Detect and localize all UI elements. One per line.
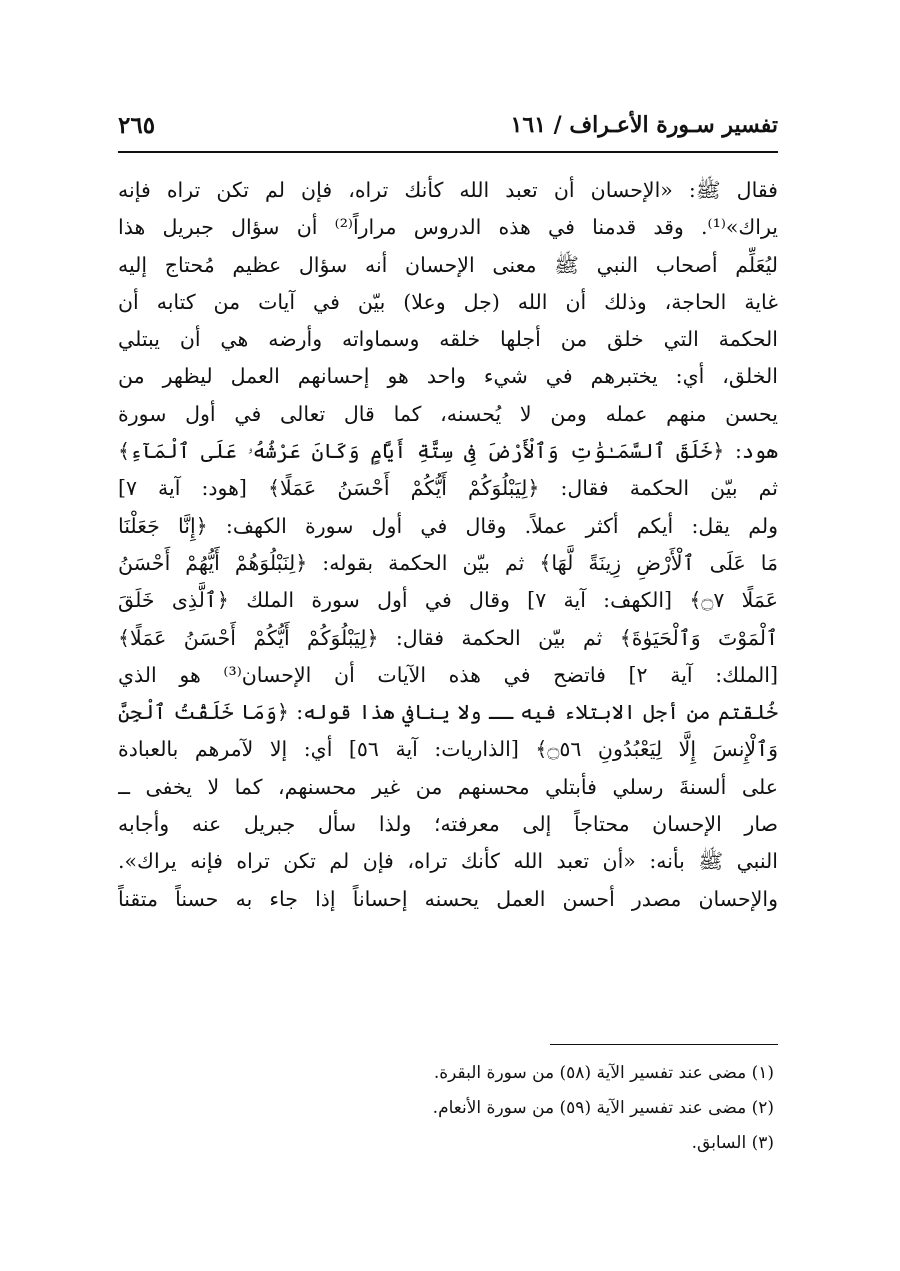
footnote: (٢) مضى عند تفسير الآية (٥٩) من سورة الأنعام. <box>432 1098 774 1118</box>
text-line: عَمَلًا ۝٧﴾ [الكهف: آية ٧] وقال في أول سورة الملك ﴿ٱلَّذِى خَلَقَ <box>118 588 778 613</box>
text-line: غاية الحاجة، وذلك أن الله (جل وعلا) بيّن في آيات من كتابه أن <box>118 289 778 314</box>
text-line: ليُعَلِّم أصحاب النبي ﷺ معنى الإحسان أنه سؤال عظيم مُحتاج إليه <box>118 252 778 277</box>
text-line: يراك»⁽¹⁾. وقد قدمنا في هذه الدروس مراراً⁽²⁾ أن سؤال جبريل هذا <box>118 215 778 240</box>
text-line: خُلقتم من أجل الابتلاء فيه ــ ولا ينافي هذا قوله: ﴿وَمَا خَلَقْتُ ٱلْجِنَّ <box>118 700 778 725</box>
text-line: صار الإحسان محتاجاً إلى معرفته؛ ولذا سأل جبريل عنه وأجابه <box>118 812 778 837</box>
footnote-rule <box>550 1044 778 1045</box>
running-header <box>118 112 778 152</box>
text-line: [الملك: آية ٢] فاتضح في هذه الآيات أن الإحسان⁽³⁾ هو الذي <box>118 662 778 687</box>
text-line: والإحسان مصدر أحسن العمل يحسنه إحساناً إذا جاء به حسناً متقناً <box>118 886 778 911</box>
text-line: على ألسنةَ رسلي فأبتلي محسنهم من غير محسنهم، كما لا يخفى ــ <box>118 774 778 799</box>
text-line: الخلق، أي: يختبرهم في شيء واحد هو إحسانهم العمل ليظهر من <box>118 364 778 389</box>
text-line: وَٱلْإِنسَ إِلَّا لِيَعْبُدُونِ ۝٥٦﴾ [الذاريات: آية ٥٦] أي: إلا لآمرهم بالعبادة <box>118 737 778 762</box>
text-line: ٱلْمَوْتَ وَٱلْحَيَوٰةَ﴾ ثم بيّن الحكمة فقال: ﴿لِيَبْلُوَكُمْ أَيُّكُمْ أَحْسَنُ عَمَلًا﴾ <box>118 625 778 650</box>
header-rule <box>118 151 778 153</box>
footnote: (٣) السابق. <box>691 1133 774 1153</box>
footnotes <box>118 1056 774 1161</box>
page-number: ٢٦٥ <box>118 112 156 139</box>
text-line: ولم يقل: أيكم أكثر عملاً. وقال في أول سورة الكهف: ﴿إِنَّا جَعَلْنَا <box>118 513 778 538</box>
header-title: تفسير سـورة الأعـراف / ١٦١ <box>510 112 778 138</box>
main-text <box>118 172 778 918</box>
text-line: مَا عَلَى ٱلْأَرْضِ زِينَةً لَّهَا﴾ ثم بيّن الحكمة بقوله: ﴿لِنَبْلُوَهُمْ أَيُّهُمْ أَحْسَنُ <box>118 550 778 575</box>
text-line: فقال ﷺ: «الإحسان أن تعبد الله كأنك تراه، فإن لم تكن تراه فإنه <box>118 178 778 202</box>
text-line: النبي ﷺ بأنه: «أن تعبد الله كأنك تراه، فإن لم تكن تراه فإنه يراك». <box>118 849 778 874</box>
footnote: (١) مضى عند تفسير الآية (٥٨) من سورة البقرة. <box>433 1063 774 1083</box>
text-line: يحسن منهم عمله ومن لا يُحسنه، كما قال تعالى في أول سورة <box>118 401 778 426</box>
text-line: هود: ﴿خَلَقَ ٱلسَّمَـٰوَٰتِ وَٱلْأَرْضَ فِى سِتَّةِ أَيَّامٍ وَكَانَ عَرْشُهُۥ عَلَى ٱلْمَآءِ﴾ <box>118 439 778 464</box>
text-line: ثم بيّن الحكمة فقال: ﴿لِيَبْلُوَكُمْ أَيُّكُمْ أَحْسَنُ عَمَلًا﴾ [هود: آية ٧] <box>118 476 778 501</box>
text-line: الحكمة التي خلق من أجلها خلقه وسماواته وأرضه هي أن يبتلي <box>118 327 778 352</box>
